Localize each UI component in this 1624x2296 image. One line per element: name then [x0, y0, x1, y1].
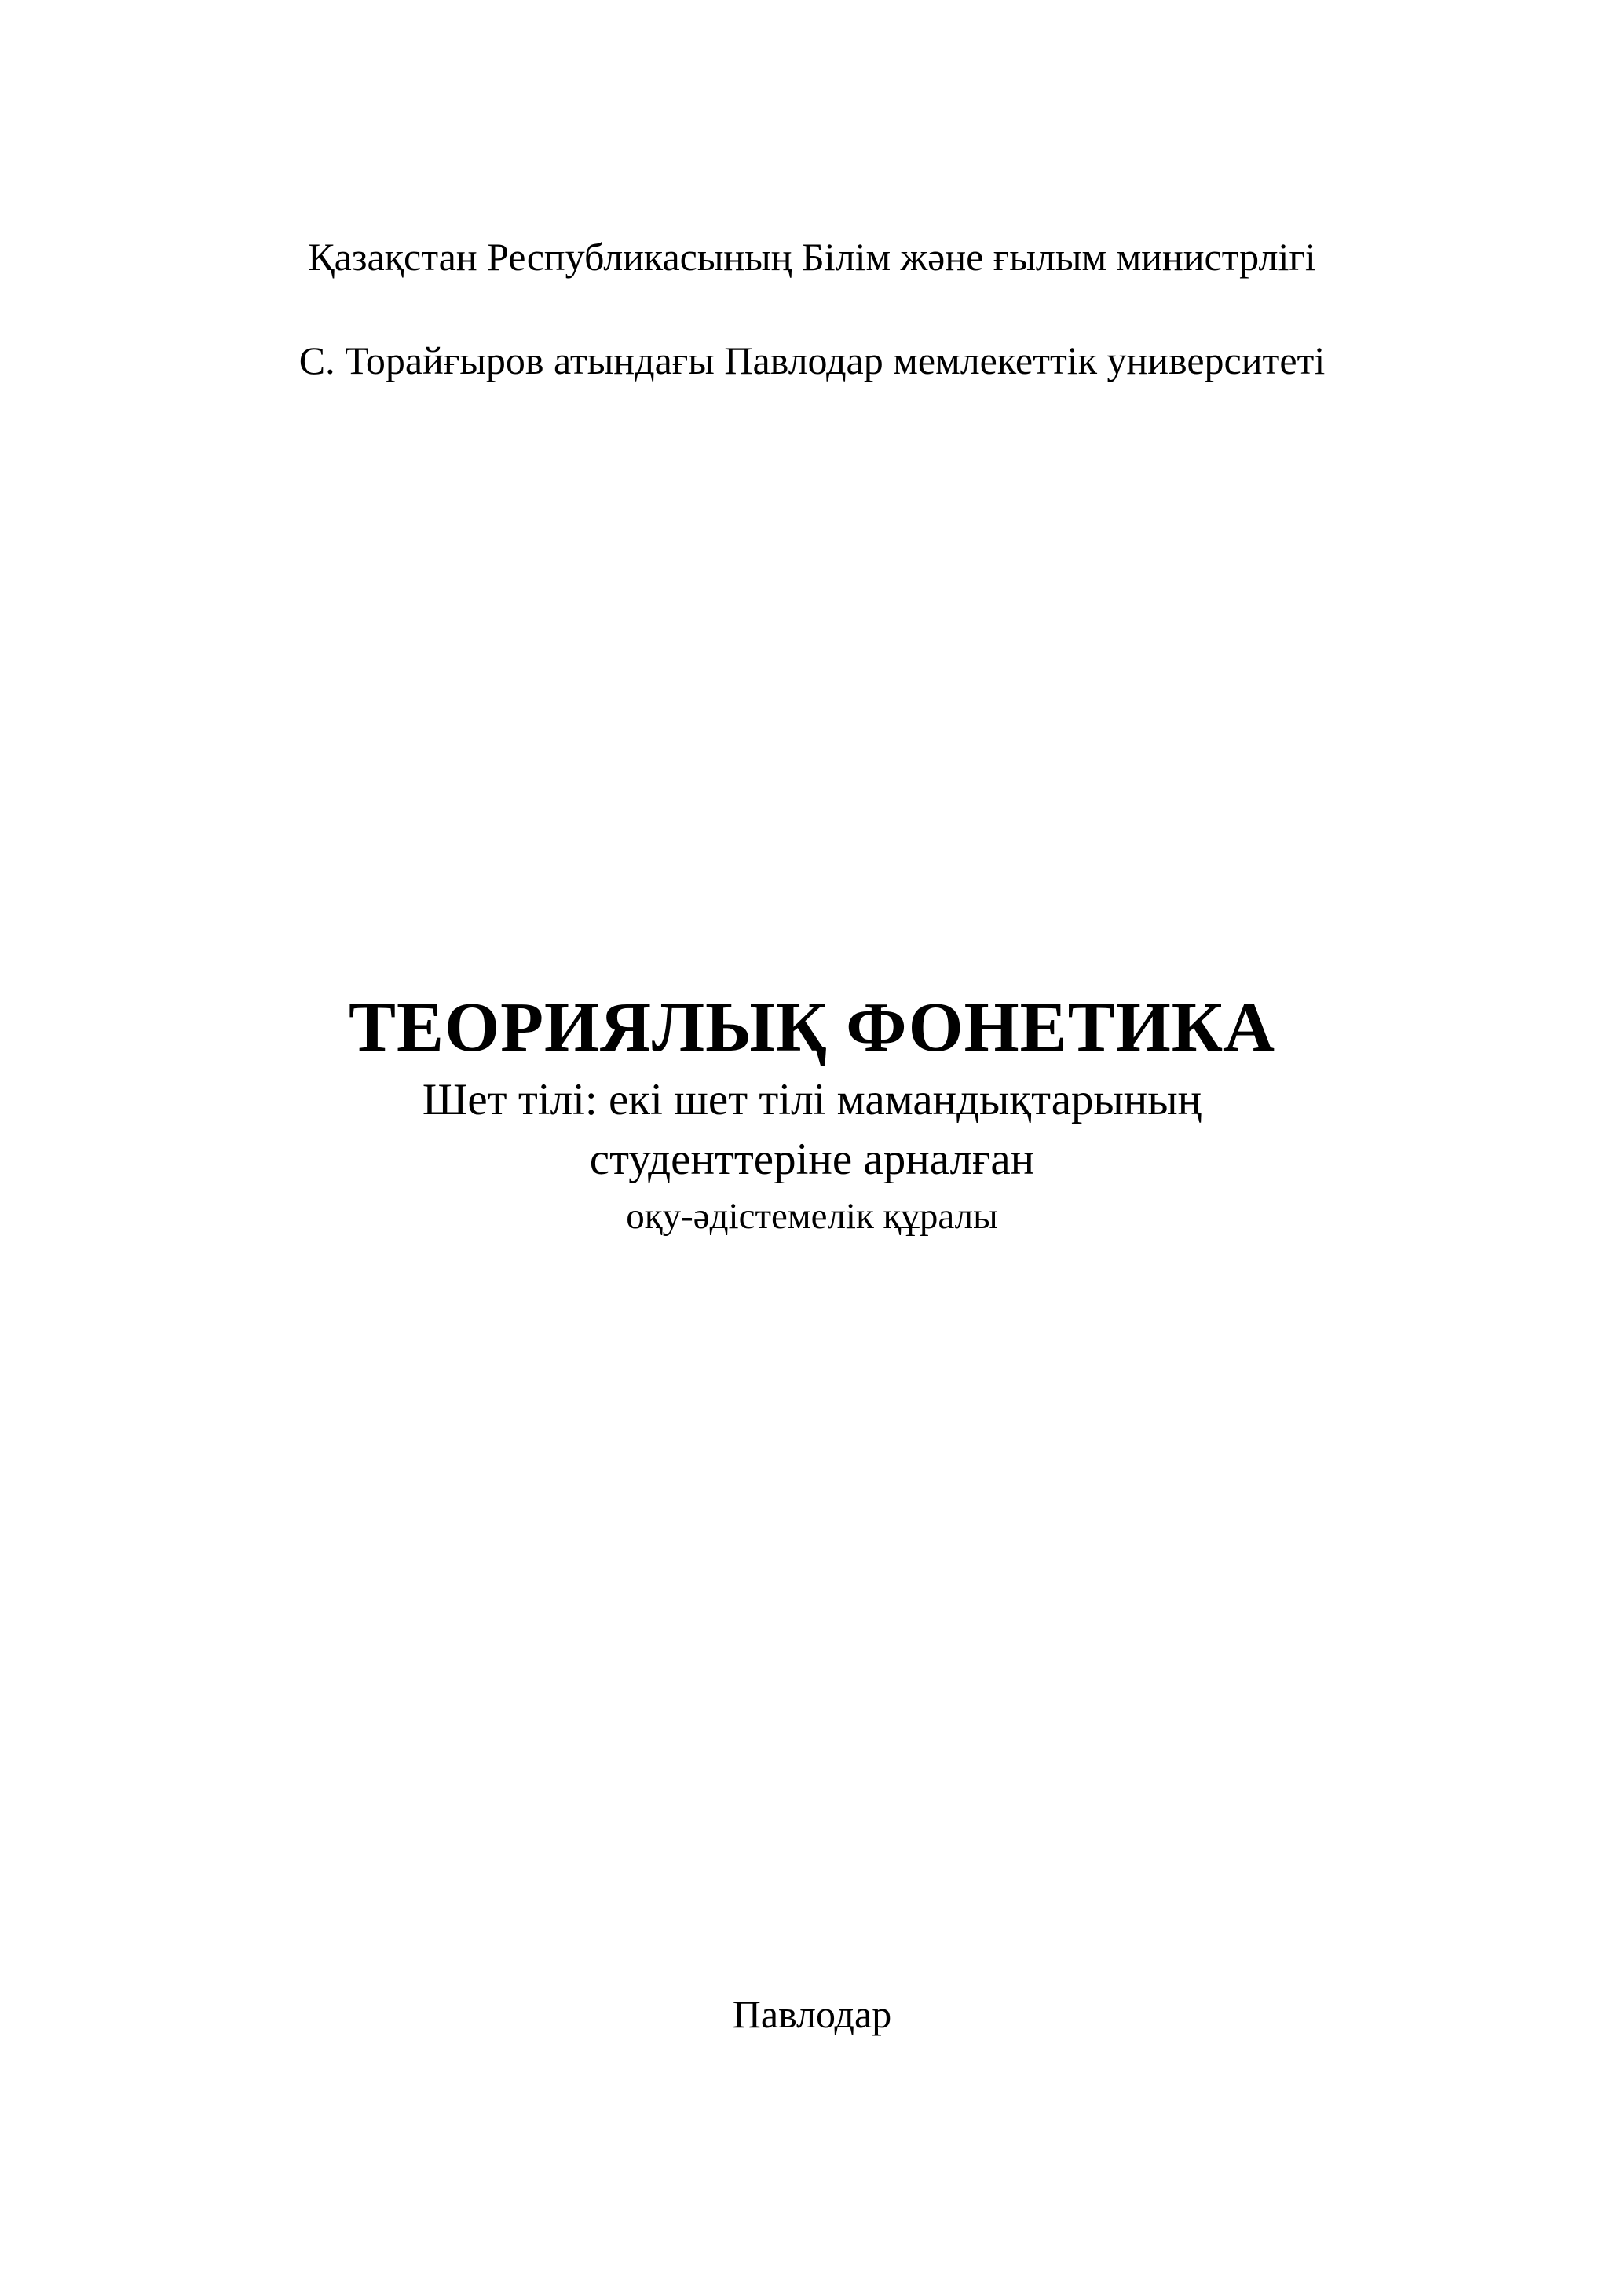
subtitle-line-3: оқу-әдістемелік құралы [626, 1196, 998, 1237]
document-title: ТЕОРИЯЛЫҚ ФОНЕТИКА [349, 989, 1275, 1066]
publication-city: Павлодар [732, 1992, 892, 2036]
ministry-name: Қазақстан Республикасының Білім және ғылым министрлігі [308, 235, 1316, 279]
subtitle-line-1: Шет тілі: екі шет тілі мамандықтарының [422, 1075, 1202, 1124]
subtitle-line-2: студенттеріне арналған [589, 1135, 1035, 1184]
university-name: С. Торайғыров атындағы Павлодар мемлекеттік университеті [298, 338, 1326, 382]
